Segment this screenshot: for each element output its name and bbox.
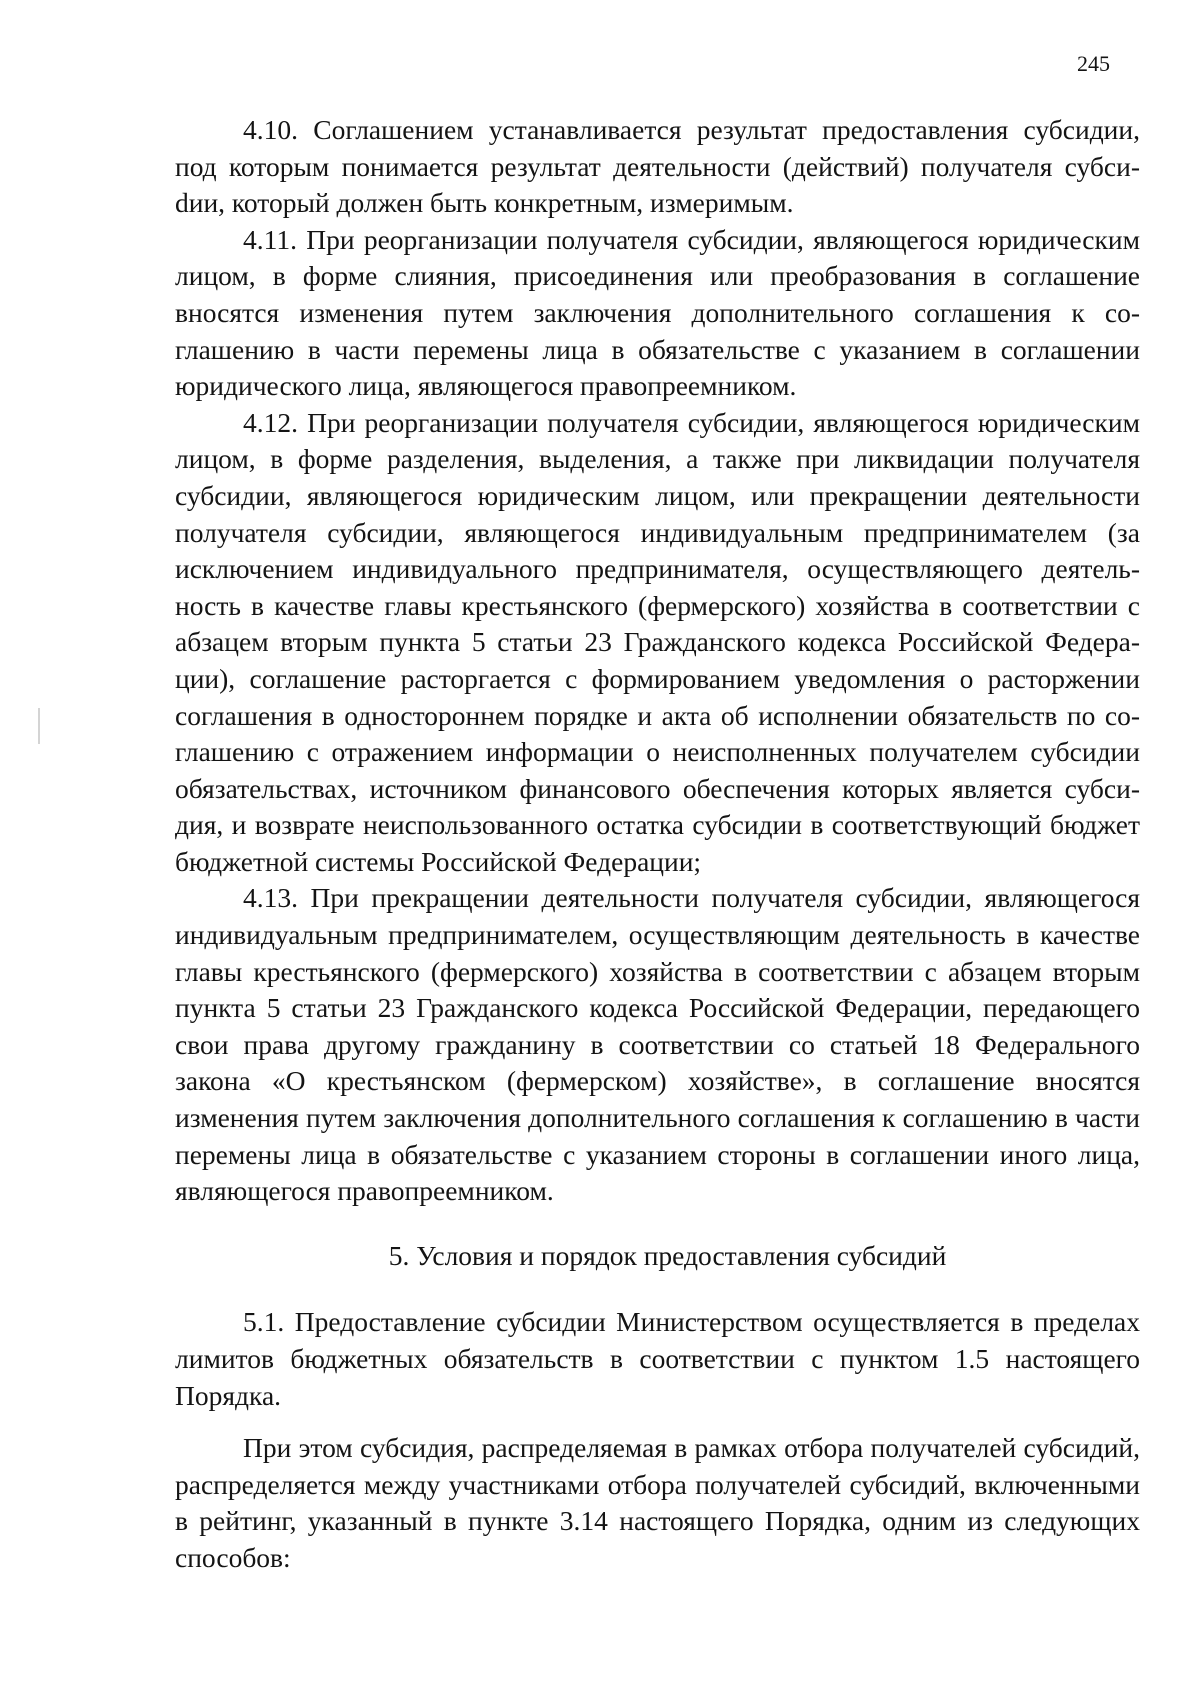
scan-margin-mark: [38, 708, 40, 744]
paragraph-4-13: 4.13. При прекращении деятельности получателя субсидии, являющегося индивидуальным предпринимателем, осуществляющим деятельность в качестве главы крестьянского (фермерского) хозяйства в соответствии с абзацем вторым пункта 5 статьи 23 Гражданского кодекса Российской Федерации, передающего свои права другому гражданину в соответствии со статьей 18 Федерального закона «О крестьянском (фермерском) хозяйстве», в соглашение вносятся изменения путем заключения дополнительного соглашения к соглашению в части перемены лица в обязательстве с указанием стороны в соглашении иного лица, являющегося правопреемником.: [175, 882, 1140, 1207]
section-heading: 5. Условия и порядок предоставления субсидий: [388, 1239, 947, 1271]
paragraph-4-10: 4.10. Соглашением устанавливается результат предоставления субсидии, под которым понимается результат деятельности (действий) получателя субсиdии, который должен быть конкретным, измеримым.: [175, 114, 1140, 219]
paragraph-4-12: 4.12. При реорганизации получателя субсидии, являющегося юридическим лицом, в форме разделения, выделения, а также при ликвидации получателя субсидии, являющегося юридическим лицом, или прекращении деятельности получателя субсидии, являющегося индивидуальным предпринимателем (за исключением индивидуального предпринимателя, осуществляющего деятельность в качестве главы крестьянского (фермерского) хозяйства в соответствии с абзацем вторым пункта 5 статьи 23 Гражданского кодекса Российской Федерации), соглашение расторгается с формированием уведомления о расторжении соглашения в одностороннем порядке и акта об исполнении обязательств по соглашению с отражением информации о неисполненных получателем субсидии обязательствах, источником финансового обеспечения которых является субсидия, и возврате неиспользованного остатка субсидии в соответствующий бюджет бюджетной системы Российской Федерации;: [175, 406, 1140, 877]
paragraph-4-11: 4.11. При реорганизации получателя субсидии, являющегося юридическим лицом, в форме слияния, присоединения или преобразования в соглашение вносятся изменения путем заключения дополнительного соглашения к соглашению в части перемены лица в обязательстве с указанием в соглашении юридического лица, являющегося правопреемником.: [175, 223, 1140, 402]
page-number: 245: [1077, 51, 1110, 76]
document-body: [175, 112, 1140, 1577]
paragraph-5-1: 5.1. Предоставление субсидии Министерством осуществляется в пределах лимитов бюджетных обязательств в соответствии с пунктом 1.5 настоящего Порядка.: [175, 1306, 1140, 1411]
paragraph-5-1-continuation: При этом субсидия, распределяемая в рамках отбора получателей субсидий, распределяется между участниками отбора получателей субсидий, включенными в рейтинг, указанный в пункте 3.14 настоящего Порядка, одним из следующих способов:: [175, 1432, 1140, 1573]
